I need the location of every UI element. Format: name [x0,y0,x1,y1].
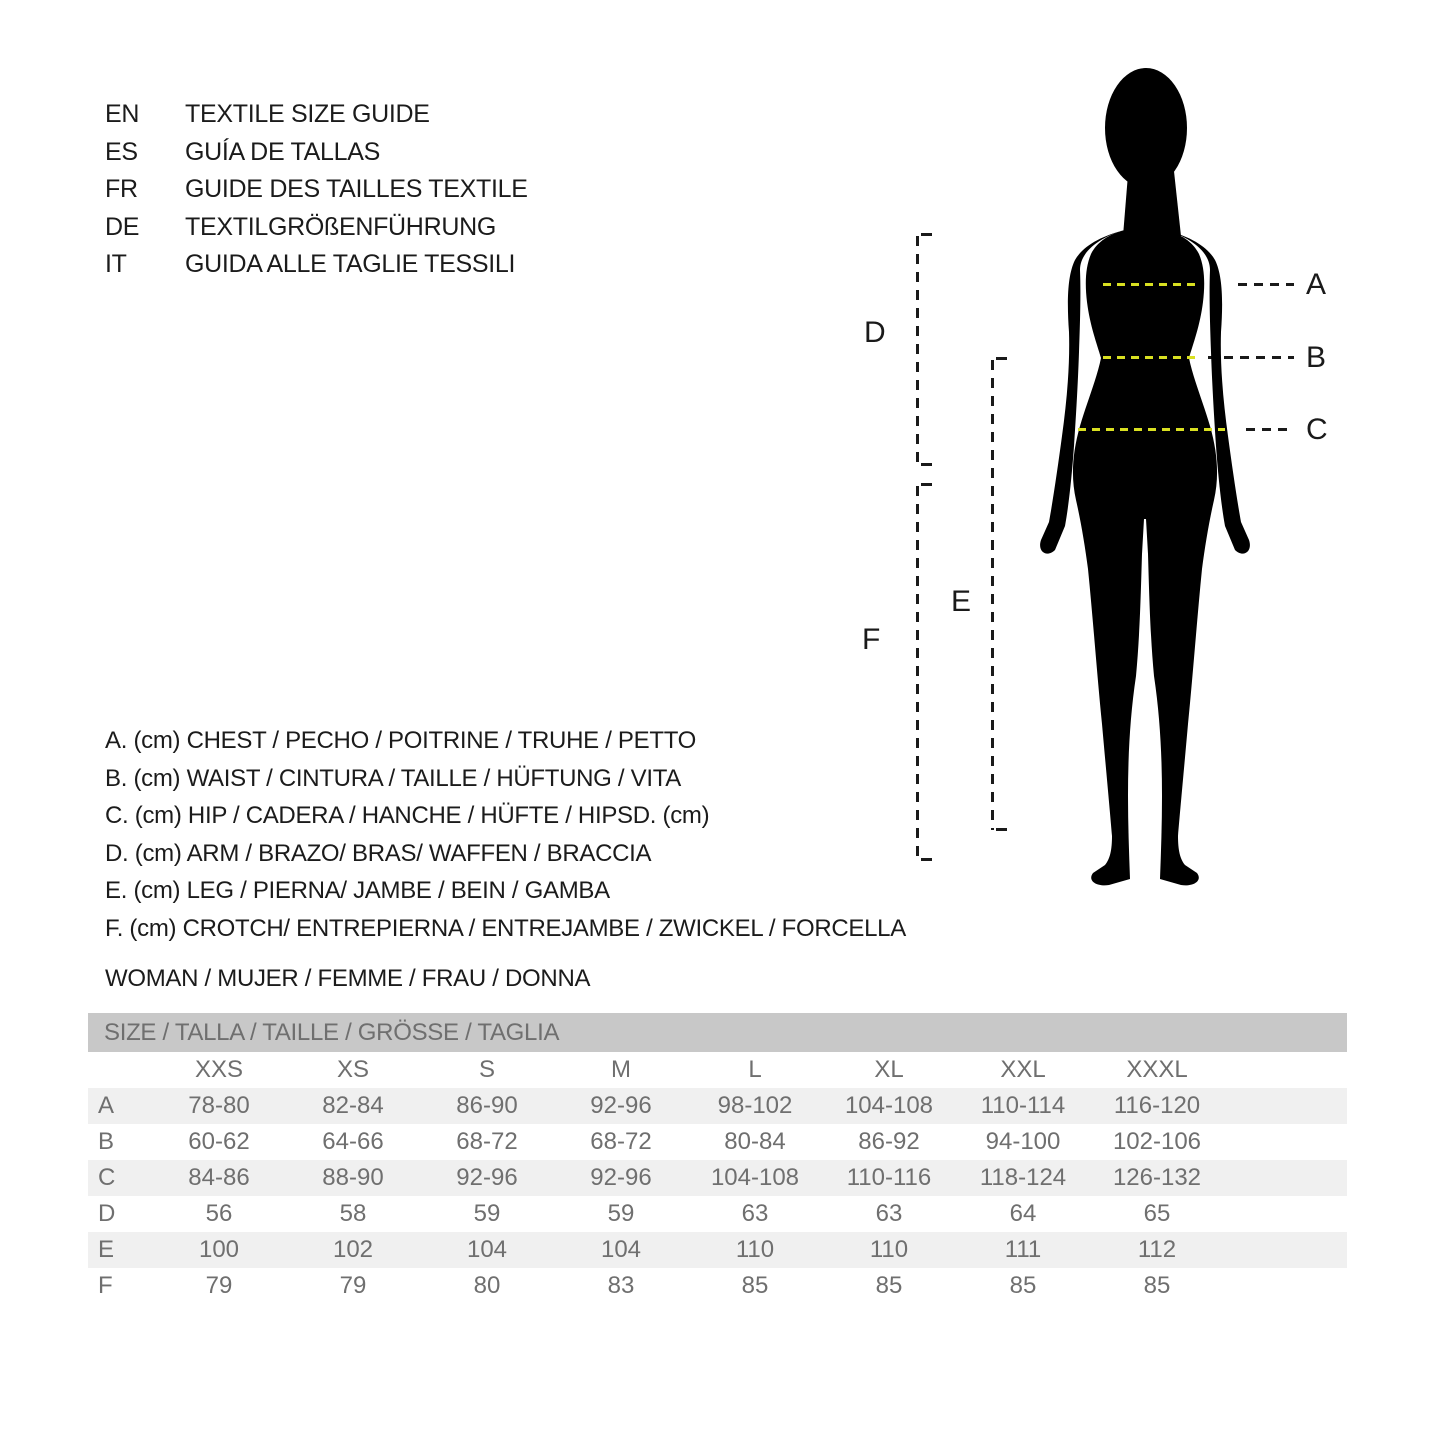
guide-title: TEXTILGRÖßENFÜHRUNG [185,212,496,241]
legend-line-hip: C. (cm) HIP / CADERA / HANCHE / HÜFTE / HIPSD. (cm) [105,802,710,830]
table-cell: 63 [741,1200,769,1227]
table-cell: 102 [332,1236,374,1263]
table-cell: 104 [600,1236,642,1263]
table-cell: 110-116 [846,1164,932,1191]
table-cell: 85 [741,1272,769,1299]
table-cell: 68-72 [456,1128,518,1155]
size-column-header: M [611,1056,631,1083]
table-cell: 86-92 [858,1128,920,1155]
marker-waist: B [1306,341,1327,374]
table-cell: 104 [466,1236,508,1263]
language-title-block [105,96,528,284]
table-cell: 79 [339,1272,367,1299]
marker-leg: E [951,585,972,618]
crotch-measure-line [916,486,919,860]
table-cell: 82-84 [322,1092,384,1119]
language-code: EN [105,100,140,128]
language-code: ES [105,137,138,166]
size-column-header: XS [336,1056,369,1083]
legend-line-leg: E. (cm) LEG / PIERNA/ JAMBE / BEIN / GAMBA [105,877,610,905]
size-table-sizes-row [88,1052,1347,1088]
table-cell: 68-72 [590,1128,652,1155]
language-code: DE [105,212,140,241]
row-label: C [98,1164,116,1191]
table-cell: 118-124 [979,1164,1067,1191]
leg-measure-tick-bottom [996,828,1007,831]
crotch-measure-tick-top [921,483,932,486]
language-code: IT [105,250,127,278]
table-cell: 85 [1143,1272,1171,1299]
waist-measure-dash [1103,356,1198,359]
table-cell: 59 [607,1200,635,1227]
table-cell: 100 [198,1236,240,1263]
legend-line-crotch: F. (cm) CROTCH/ ENTREPIERNA / ENTREJAMBE / ZWICKEL / FORCELLA [105,914,906,942]
table-cell: 65 [1143,1200,1171,1227]
hip-measure-dash [1078,428,1225,431]
language-title-row [105,96,528,134]
chest-measure-dash [1103,283,1200,286]
table-cell: 60-62 [188,1128,250,1155]
guide-title: GUÍA DE TALLAS [185,137,380,166]
size-table [88,1013,1347,1304]
arm-measure-line [916,236,919,465]
table-cell: 83 [607,1272,635,1299]
language-title-row [105,171,528,209]
leg-measure-tick-top [996,357,1007,360]
table-cell: 98-102 [717,1092,793,1119]
table-cell: 58 [339,1200,367,1227]
leg-measure-line [991,360,994,830]
table-cell: 92-96 [456,1164,518,1191]
table-cell: 111 [1004,1236,1042,1263]
row-label: B [98,1128,115,1155]
size-column-header: XXL [1000,1056,1046,1083]
table-cell: 79 [205,1272,233,1299]
table-cell: 110 [869,1236,909,1263]
legend-line-waist: B. (cm) WAIST / CINTURA / TAILLE / HÜFTUNG / VITA [105,764,682,792]
silhouette-neck [1123,162,1181,236]
size-column-header: XXS [194,1056,244,1083]
guide-title: TEXTILE SIZE GUIDE [185,100,430,128]
language-title-row [105,209,528,247]
language-title-row [105,134,528,172]
table-cell: 59 [473,1200,501,1227]
marker-arm: D [864,316,886,349]
table-cell: 92-96 [590,1164,652,1191]
language-code: FR [105,175,138,203]
table-cell: 80 [473,1272,501,1299]
table-row [88,1088,1347,1124]
row-label: F [98,1272,113,1299]
guide-title: GUIDE DES TAILLES TEXTILE [185,175,528,203]
marker-crotch: F [862,623,881,656]
crotch-measure-tick-bottom [921,858,932,861]
table-cell: 102-106 [1112,1128,1202,1155]
table-cell: 110-114 [980,1092,1066,1119]
table-cell: 56 [205,1200,233,1227]
table-row [88,1196,1347,1232]
table-cell: 86-90 [456,1092,518,1119]
silhouette-torso-legs [1073,230,1217,885]
table-cell: 84-86 [188,1164,250,1191]
table-cell: 126-132 [1112,1164,1202,1191]
size-table-header: SIZE / TALLA / TAILLE / GRÖSSE / TAGLIA [88,1013,1347,1052]
size-column-header: XL [874,1056,904,1083]
arm-measure-tick-bottom [921,463,932,466]
legend-line-chest: A. (cm) CHEST / PECHO / POITRINE / TRUHE / PETTO [105,727,697,754]
section-title-woman: WOMAN / MUJER / FEMME / FRAU / DONNA [105,965,591,992]
table-cell: 104-108 [710,1164,800,1191]
table-cell: 85 [875,1272,903,1299]
woman-silhouette [1025,64,1265,894]
table-cell: 110 [735,1236,775,1263]
row-label: E [98,1236,115,1263]
table-cell: 104-108 [844,1092,934,1119]
sizes-row-spacer [88,1052,152,1088]
measurement-legend [105,722,906,948]
table-cell: 94-100 [985,1128,1061,1155]
table-cell: 64-66 [322,1128,384,1155]
table-cell: 88-90 [322,1164,384,1191]
table-row [88,1268,1347,1304]
size-column-header: S [478,1056,495,1083]
marker-hip: C [1306,413,1328,446]
table-cell: 92-96 [590,1092,652,1119]
size-column-header: L [748,1056,762,1083]
size-column-header: XXXL [1126,1056,1188,1083]
table-row [88,1232,1347,1268]
table-row [88,1124,1347,1160]
table-cell: 64 [1009,1200,1037,1227]
table-cell: 85 [1009,1272,1037,1299]
table-cell: 63 [875,1200,903,1227]
arm-measure-tick-top [921,233,932,236]
legend-line-arm: D. (cm) ARM / BRAZO/ BRAS/ WAFFEN / BRACCIA [105,839,652,867]
guide-title: GUIDA ALLE TAGLIE TESSILI [185,250,516,278]
table-cell: 116-120 [1113,1092,1201,1119]
row-label: A [98,1092,115,1119]
table-cell: 80-84 [724,1128,786,1155]
table-cell: 78-80 [188,1092,250,1119]
marker-chest: A [1306,268,1327,301]
language-title-row [105,246,528,284]
table-cell: 112 [1137,1236,1177,1263]
row-label: D [98,1200,116,1227]
table-row [88,1160,1347,1196]
